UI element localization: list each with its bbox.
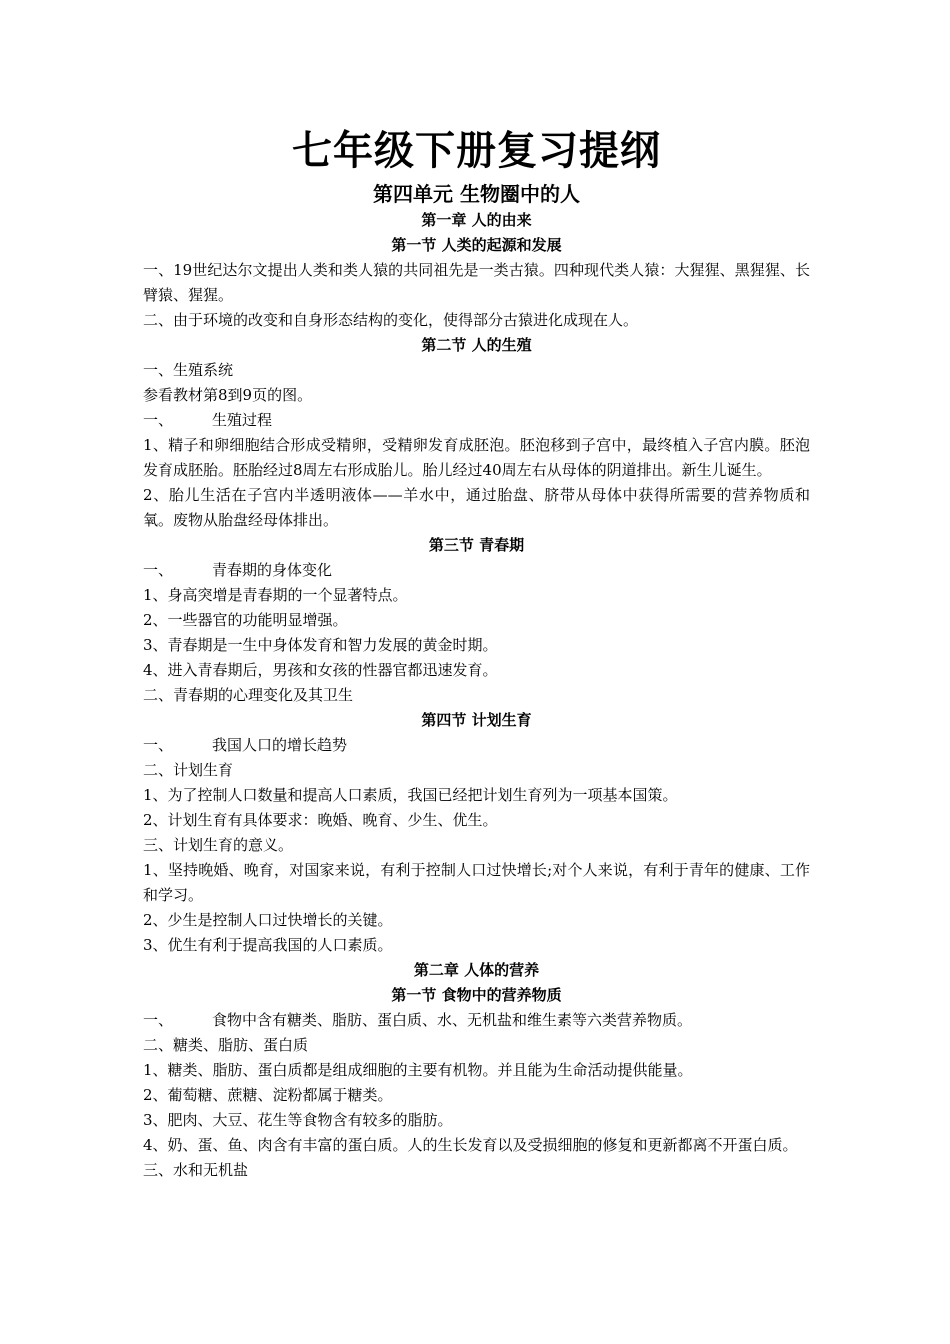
list-item: [143, 558, 810, 583]
section-heading: 第一节 食物中的营养物质: [391, 986, 562, 1004]
list-number: 一、: [143, 411, 174, 429]
list-item: [143, 733, 810, 758]
paragraph: 2、胎儿生活在子宫内半透明液体——羊水中，通过胎盘、脐带从母体中获得所需要的营养物质和氧。废物从胎盘经母体排出。: [143, 486, 810, 529]
paragraph: 二、青春期的心理变化及其卫生: [143, 686, 354, 704]
paragraph: 1、为了控制人口数量和提高人口素质，我国已经把计划生育列为一项基本国策。: [143, 786, 678, 804]
paragraph: 1、精子和卵细胞结合形成受精卵，受精卵发育成胚泡。胚泡移到子宫中，最终植入子宫内膜。胚泡发育成胚胎。胚胎经过8周左右形成胎儿。胎儿经过40周左右从母体的阴道排出。新生儿诞生。: [143, 436, 810, 479]
chapter-heading: 第一章 人的由来: [421, 211, 532, 229]
paragraph: 1、糖类、脂肪、蛋白质都是组成细胞的主要有机物。并且能为生命活动提供能量。: [143, 1061, 693, 1079]
section-heading: 第一节 人类的起源和发展: [391, 236, 562, 254]
unit-heading: 第四单元 生物圈中的人: [373, 182, 580, 206]
paragraph: 二、计划生育: [143, 761, 234, 779]
paragraph: 2、少生是控制人口过快增长的关键。: [143, 911, 393, 929]
paragraph: 参看教材第8到9页的图。: [143, 386, 313, 404]
paragraph: 4、进入青春期后，男孩和女孩的性器官都迅速发育。: [143, 661, 498, 679]
chapter-heading: 第二章 人体的营养: [413, 961, 540, 979]
paragraph: 4、奶、蛋、鱼、肉含有丰富的蛋白质。人的生长发育以及受损细胞的修复和更新都离不开蛋白质。: [143, 1136, 798, 1154]
list-text: 我国人口的增长趋势: [212, 736, 348, 754]
paragraph: 一、19世纪达尔文提出人类和类人猿的共同祖先是一类古猿。四种现代类人猿：大猩猩、黑猩猩、长臂猿、猩猩。: [143, 261, 810, 304]
list-number: 一、: [143, 736, 174, 754]
section-heading: 第四节 计划生育: [421, 711, 532, 729]
document-title: 七年级下册复习提纲: [292, 127, 661, 174]
list-number: 一、: [143, 561, 174, 579]
paragraph: 2、葡萄糖、蔗糖、淀粉都属于糖类。: [143, 1086, 393, 1104]
paragraph: 1、坚持晚婚、晚育，对国家来说，有利于控制人口过快增长;对个人来说，有利于青年的健康、工作和学习。: [143, 861, 810, 904]
paragraph: 2、一些器官的功能明显增强。: [143, 611, 348, 629]
list-text: 食物中含有糖类、脂肪、蛋白质、水、无机盐和维生素等六类营养物质。: [212, 1011, 693, 1029]
paragraph: 3、青春期是一生中身体发育和智力发展的黄金时期。: [143, 636, 498, 654]
paragraph: 三、计划生育的意义。: [143, 836, 294, 854]
document-page: [143, 122, 810, 1183]
list-text: 青春期的身体变化: [212, 561, 333, 579]
section-heading: 第二节 人的生殖: [421, 336, 532, 354]
paragraph: 一、生殖系统: [143, 361, 234, 379]
list-text: 生殖过程: [212, 411, 273, 429]
list-item: [143, 1008, 810, 1033]
paragraph: 二、由于环境的改变和自身形态结构的变化，使得部分古猿进化成现在人。: [143, 311, 639, 329]
paragraph: 3、肥肉、大豆、花生等食物含有较多的脂肪。: [143, 1111, 453, 1129]
paragraph: 三、水和无机盐: [143, 1161, 249, 1179]
section-heading: 第三节 青春期: [428, 536, 525, 554]
paragraph: 二、糖类、脂肪、蛋白质: [143, 1036, 309, 1054]
paragraph: 2、计划生育有具体要求：晚婚、晚育、少生、优生。: [143, 811, 498, 829]
list-number: 一、: [143, 1011, 174, 1029]
paragraph: 3、优生有利于提高我国的人口素质。: [143, 936, 393, 954]
list-item: [143, 408, 810, 433]
paragraph: 1、身高突增是青春期的一个显著特点。: [143, 586, 408, 604]
